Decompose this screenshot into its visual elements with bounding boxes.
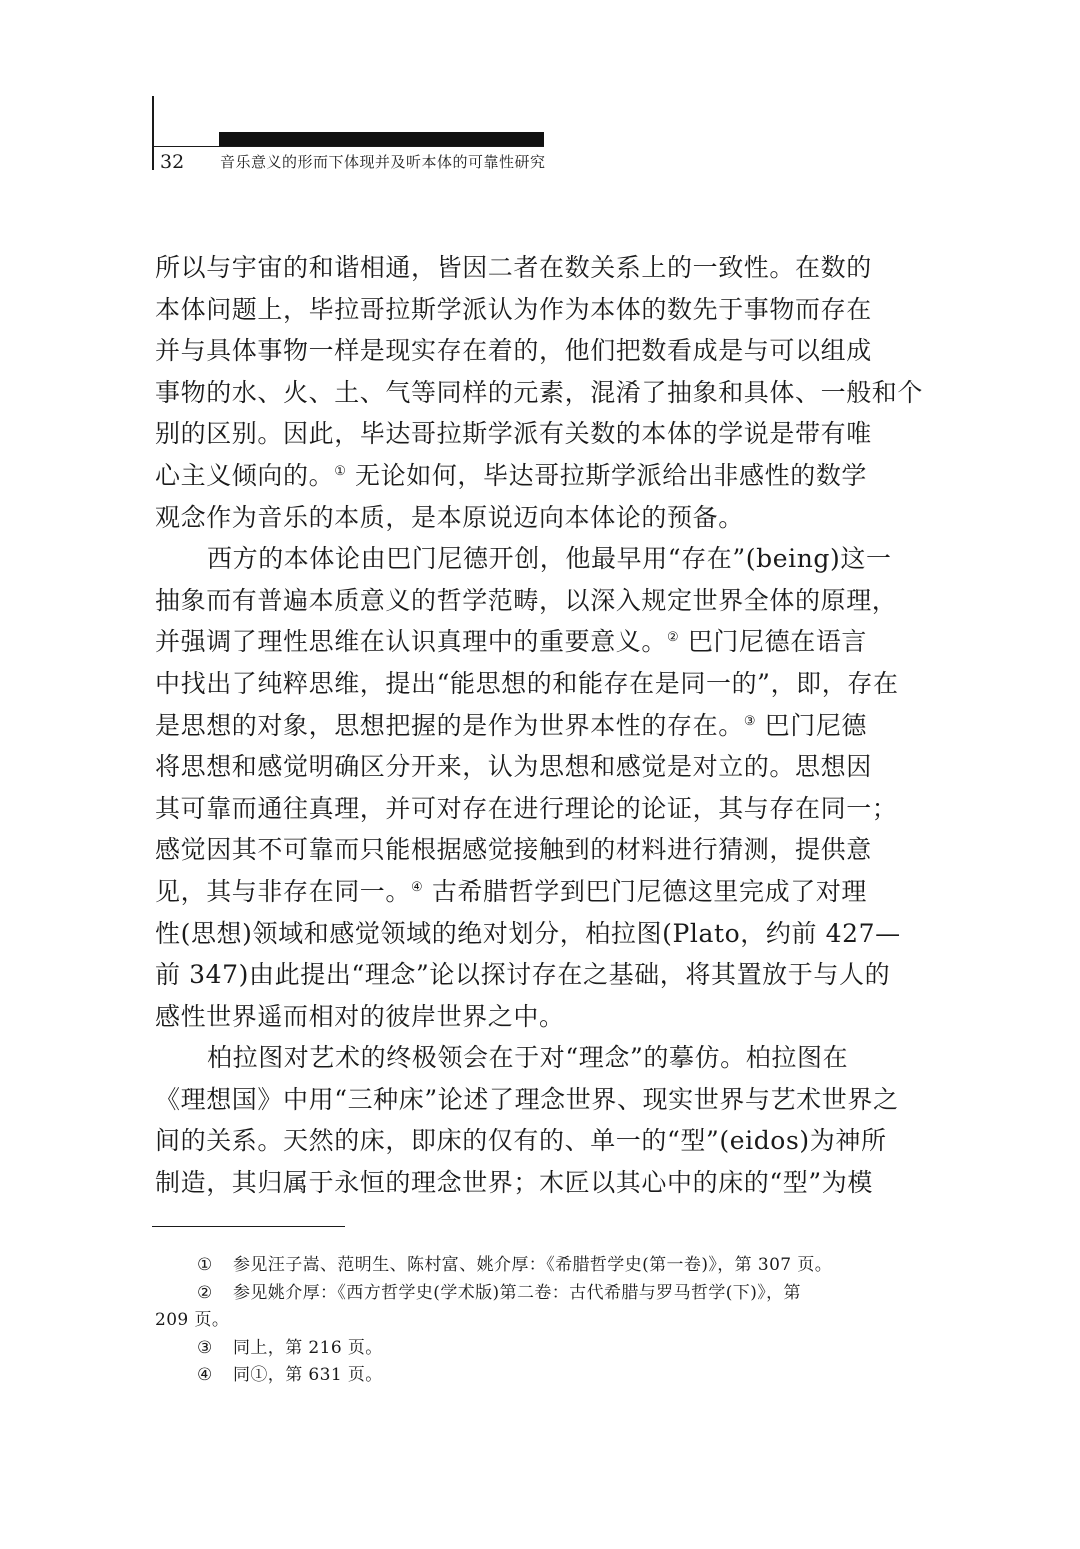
text-line: 所以与宇宙的和谐相通，皆因二者在数关系上的一致性。在数的 — [155, 253, 872, 282]
page-number: 32 — [160, 151, 185, 173]
note-ref[interactable]: ③ — [743, 713, 757, 729]
text-line: 《理想国》中用“三种床”论述了理念世界、现实世界与艺术世界之 — [155, 1084, 899, 1114]
text-line: 并与具体事物一样是现实存在着的，他们把数看成是与可以组成 — [155, 336, 872, 366]
note-ref[interactable]: ① — [334, 463, 347, 479]
text-line: 感觉因其不可靠而只能根据感觉接触到的材料进行猜测，提供意 — [155, 835, 872, 865]
note-ref[interactable]: ④ — [411, 879, 424, 895]
text-segment: 巴门尼德在语言 — [687, 627, 868, 657]
text-line: 感性世界遥而相对的彼岸世界之中。 — [155, 1001, 565, 1031]
text-segment: 古希腊哲学到巴门尼德这里完成了对理 — [431, 876, 868, 906]
text-line: 西方的本体论由巴门尼德开创，他最早用“存在”(being)这一 — [207, 544, 892, 574]
text-line: 将思想和感觉明确区分开来，认为思想和感觉是对立的。思想因 — [155, 752, 872, 782]
text-line: 事物的水、火、土、气等同样的元素，混淆了抽象和具体、一般和个 — [155, 377, 924, 407]
text-line: 其可靠而通往真理，并可对存在进行理论的论证，其与存在同一； — [155, 793, 898, 823]
footnote-text: 同①，第 631 页。 — [233, 1365, 383, 1385]
footnote-3 — [155, 1335, 927, 1363]
text-segment: 见，其与非存在同一。 — [155, 876, 412, 906]
body-text — [155, 247, 927, 1204]
footnotes — [155, 1252, 927, 1390]
text-line: 中找出了纯粹思维，提出“能思想的和能存在是同一的”，即，存在 — [155, 668, 899, 698]
text-line: 性(思想)领域和感觉领域的绝对划分，柏拉图(Plato，约前 427— — [155, 918, 901, 948]
text-segment: 是思想的对象，思想把握的是作为世界本性的存在。 — [155, 710, 744, 740]
text-line — [155, 621, 927, 663]
footnote-2-continued — [155, 1307, 927, 1335]
text-line: 观念作为音乐的本质，是本原说迈向本体论的预备。 — [155, 502, 744, 532]
text-line: 柏拉图对艺术的终极领会在于对“理念”的摹仿。柏拉图在 — [207, 1043, 849, 1073]
text-line: 制造，其归属于永恒的理念世界；木匠以其心中的床的“型”为模 — [155, 1168, 873, 1198]
footnote-separator — [152, 1226, 345, 1227]
paragraph-1 — [155, 247, 927, 538]
text-segment: 无论如何，毕达哥拉斯学派给出非感性的数学 — [355, 460, 868, 490]
footnote-marker: ③ — [197, 1337, 213, 1358]
footnote-marker: ② — [197, 1282, 213, 1303]
text-segment: 并强调了理性思维在认识真理中的重要意义。 — [155, 627, 668, 657]
note-ref[interactable]: ② — [667, 630, 680, 646]
text-line: 别的区别。因此，毕达哥拉斯学派有关数的本体的学说是带有唯 — [155, 419, 872, 449]
footnote-marker: ④ — [197, 1365, 213, 1385]
footnote-4 — [155, 1362, 927, 1390]
text-line — [155, 455, 927, 497]
text-line: 抽象而有普遍本质意义的哲学范畴，以深入规定世界全体的原理， — [155, 585, 898, 615]
footnote-1 — [155, 1252, 927, 1280]
paragraph-3 — [155, 1037, 927, 1203]
paragraph-2 — [155, 538, 927, 1037]
header-horizontal-rule — [152, 146, 544, 147]
footnote-text: 209 页。 — [155, 1310, 230, 1330]
running-title: 音乐意义的形而下体现并及听本体的可靠性研究 — [220, 153, 546, 171]
footnote-text: 参见姚介厚：《西方哲学史(学术版)第二卷：古代希腊与罗马哲学(下)》，第 — [233, 1282, 801, 1303]
text-segment: 巴门尼德 — [764, 710, 868, 740]
header-vertical-rule — [152, 96, 154, 170]
footnote-text: 参见汪子嵩、范明生、陈村富、姚介厚：《希腊哲学史(第一卷)》，第 307 页。 — [233, 1255, 833, 1275]
header-black-bar — [219, 132, 544, 146]
text-line: 前 347)由此提出“理念”论以探讨存在之基础，将其置放于与人的 — [155, 960, 891, 990]
text-line — [155, 871, 927, 913]
text-segment: 心主义倾向的。 — [155, 460, 335, 490]
footnote-2 — [155, 1280, 927, 1308]
text-line: 间的关系。天然的床，即床的仅有的、单一的“型”(eidos)为神所 — [155, 1126, 887, 1156]
text-line — [155, 705, 927, 747]
footnote-marker: ① — [197, 1255, 213, 1275]
footnote-text: 同上，第 216 页。 — [233, 1337, 383, 1358]
text-line: 本体问题上，毕拉哥拉斯学派认为作为本体的数先于事物而存在 — [155, 294, 872, 324]
